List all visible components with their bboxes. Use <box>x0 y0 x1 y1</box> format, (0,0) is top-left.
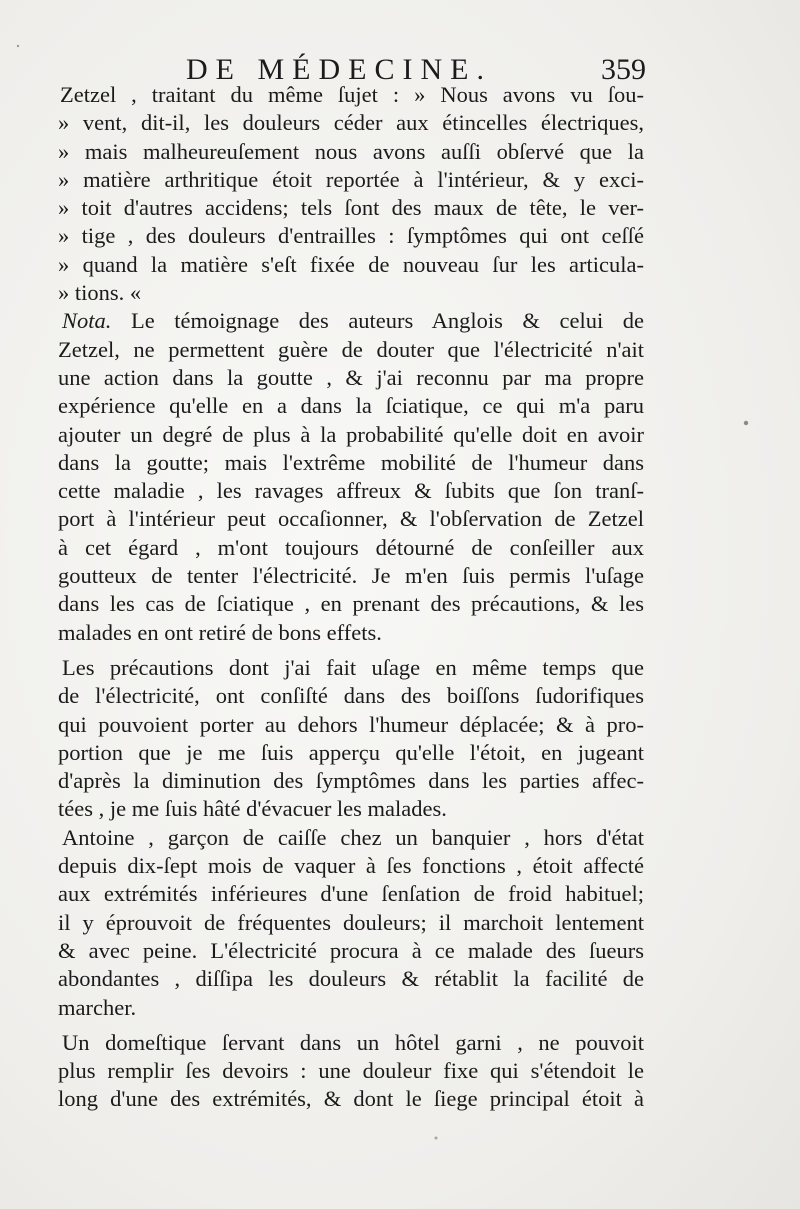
page-number: 359 <box>601 53 646 86</box>
text-line: Un domeſtique ſervant dans un hôtel garni , ne pouvoit <box>62 1029 644 1055</box>
text-line: dans les cas de ſciatique , en prenant des précautions, & les <box>58 591 644 617</box>
text-line: Antoine , garçon de caiſſe chez un banquier , hors d'état <box>62 824 644 850</box>
text-line: » quand la matière s'eſt fixée de nouveau ſur les articula- <box>58 251 644 277</box>
text-line: d'après la diminution des ſymptômes dans les parties affec- <box>58 768 644 794</box>
text-line: malades en ont retiré de bons effets. <box>58 619 382 645</box>
text-line: aux extrémités inférieures d'une ſenſation de froid habituel; <box>58 881 644 907</box>
text-line: tées , je me ſuis hâté d'évacuer les malades. <box>58 796 447 822</box>
text-line: dans la goutte; mais l'extrême mobilité de l'humeur dans <box>58 449 644 475</box>
text-line: port à l'intérieur peut occaſionner, & l'obſervation de Zetzel <box>58 506 644 532</box>
text-line: Zetzel, ne permettent guère de douter que l'électricité n'ait <box>58 336 644 362</box>
text-line: expérience qu'elle en a dans la ſciatique, ce qui m'a paru <box>58 393 644 419</box>
text-line: depuis dix-ſept mois de vaquer à ſes fonctions , étoit affecté <box>58 853 644 879</box>
text-line: » toit d'autres accidens; tels ſont des maux de tête, le ver- <box>58 195 644 221</box>
text-line: plus remplir ſes devoirs : une douleur fixe qui s'étendoit le <box>58 1058 644 1084</box>
text-line: il y éprouvoit de fréquentes douleurs; il marchoit lentement <box>58 909 644 935</box>
text-line: » matière arthritique étoit reportée à l'intérieur, & y exci- <box>58 166 644 192</box>
text-line: » vent, dit-il, les douleurs céder aux étincelles électriques, <box>58 110 644 136</box>
running-title: DE MÉDECINE. <box>186 53 492 86</box>
text-line-nota <box>58 307 644 335</box>
text-line-rest: Le témoignage des auteurs Anglois & celui de <box>130 308 645 334</box>
nota-label: Nota. <box>62 308 112 334</box>
text-line: portion que je me ſuis apperçu qu'elle l'étoit, en jugeant <box>58 739 644 765</box>
text-line: cette maladie , les ravages affreux & ſubits que ſon tranſ- <box>58 478 644 504</box>
body-text <box>58 81 644 1114</box>
text-line: long d'une des extrémités, & dont le ſiege principal étoit à <box>58 1086 644 1112</box>
text-line: une action dans la goutte , & j'ai reconnu par ma propre <box>58 364 644 390</box>
text-line: Les précautions dont j'ai fait uſage en même temps que <box>62 654 644 680</box>
text-line: à cet égard , m'ont toujours détourné de conſeiller aux <box>58 534 644 560</box>
text-line: qui pouvoient porter au dehors l'humeur déplacée; & à pro- <box>58 711 644 737</box>
text-line: Zetzel , traitant du même ſujet : » Nous avons vu ſou- <box>60 82 644 107</box>
text-line: » mais malheureuſement nous avons auſſi obſervé que la <box>58 138 644 164</box>
text-line: abondantes , diſſipa les douleurs & rétablit la facilité de <box>58 966 644 992</box>
text-line: marcher. <box>58 994 137 1020</box>
text-line: goutteux de tenter l'électricité. Je m'en ſuis permis l'uſage <box>58 563 644 589</box>
text-line: » tions. « <box>58 280 142 306</box>
text-line: de l'électricité, ont conſiſté dans des boiſſons ſudorifiques <box>58 683 644 709</box>
text-line: & avec peine. L'électricité procura à ce malade des ſueurs <box>58 937 644 963</box>
text-line: » tige , des douleurs d'entrailles : ſymptômes qui ont ceſſé <box>58 223 644 249</box>
text-line: ajouter un degré de plus à la probabilité qu'elle doit en avoir <box>58 421 644 447</box>
